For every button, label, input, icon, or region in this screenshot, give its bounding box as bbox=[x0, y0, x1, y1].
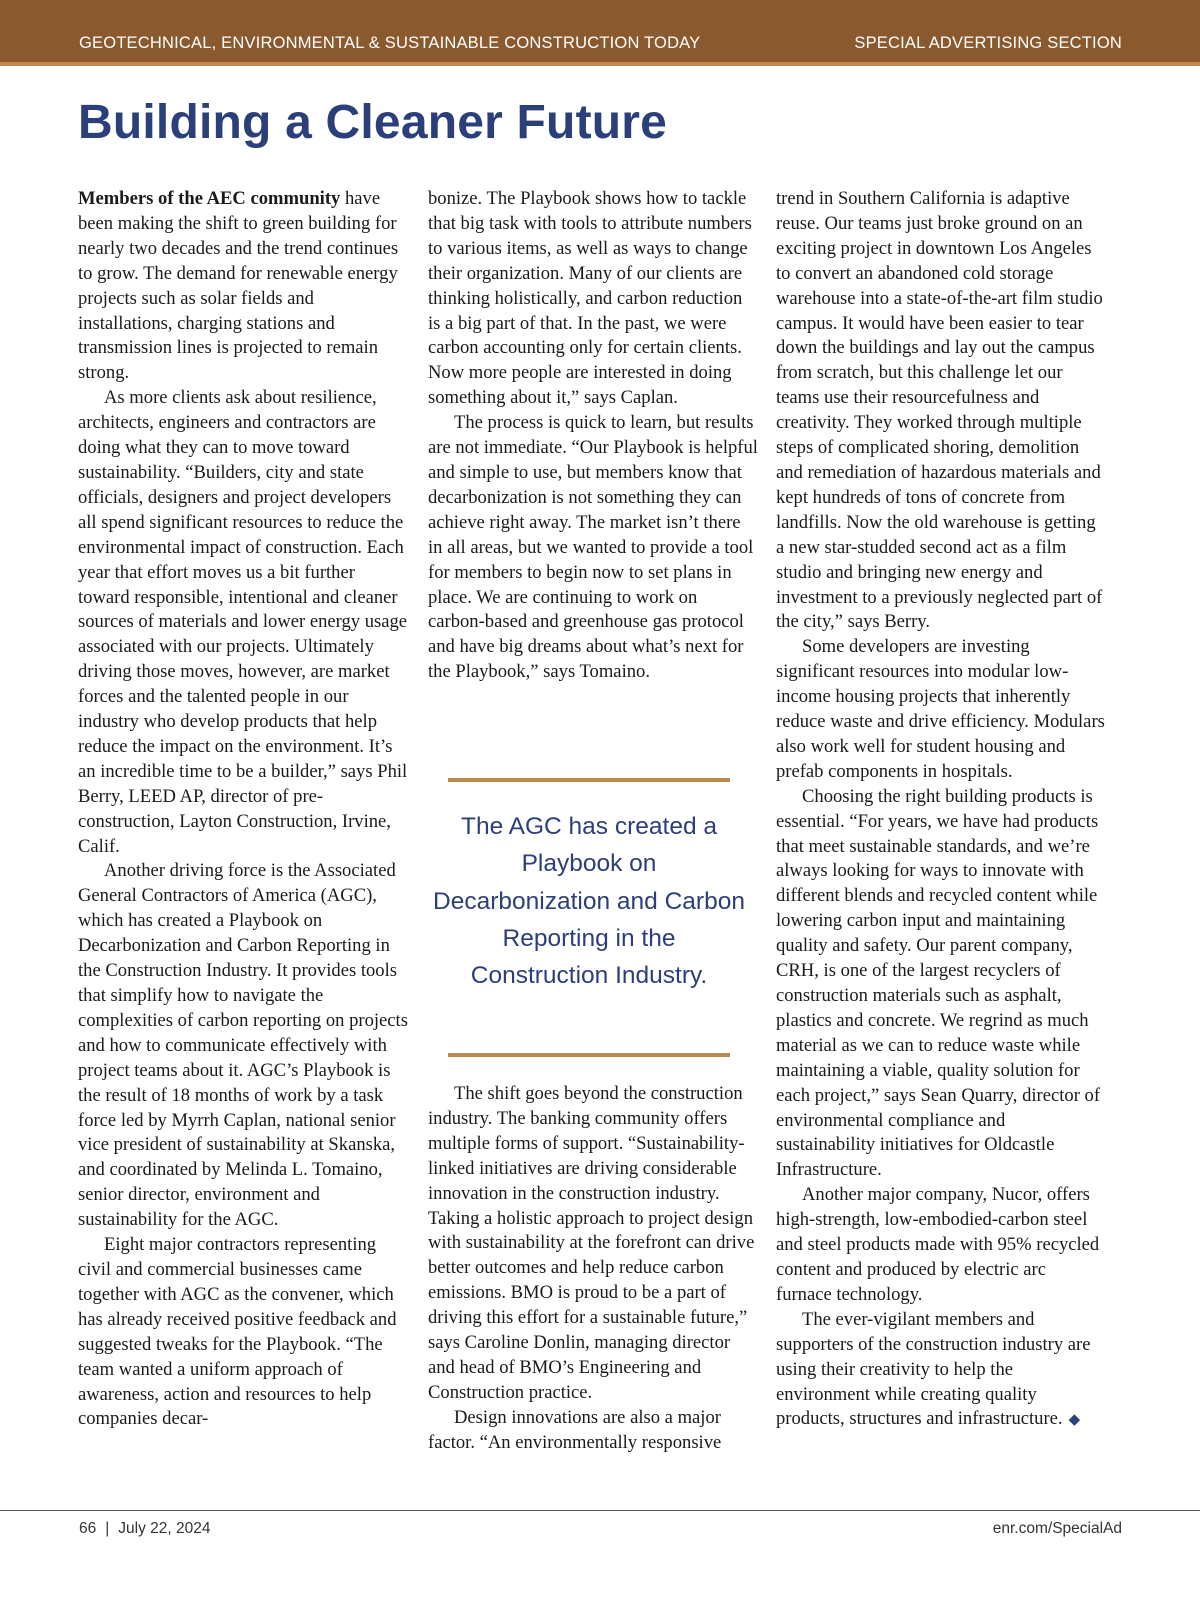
column-1 bbox=[78, 187, 410, 1432]
pull-quote-text: The AGC has created a Playbook on Decarbonization and Carbon Reporting in the Construction Industry. bbox=[433, 813, 745, 990]
paragraph-4-start: Eight major contractors representing civil and commercial businesses came together with AGC as the convener, which has already received positive feedback and suggested tweaks for the Playbook. “The team wanted a uniform approach of awareness, action and resources to help companies decar- bbox=[78, 1234, 397, 1430]
paragraph-7-continued: trend in Southern California is adaptive reuse. Our teams just broke ground on an exciting project in downtown Los Angeles to convert an abandoned cold storage warehouse into a state-of-the-art film studio campus. It would have been easier to tear down the buildings and lay out the campus from scratch, but this challenge let our teams use their resourcefulness and creativity. They worked through multiple steps of complicated shoring, demolition and remediation of hazardous materials and kept hundreds of tons of concrete from landfills. Now the old warehouse is getting a new star-studded second act as a film studio and bringing new energy and investment to a previously neglected part of the city,” says Berry. bbox=[776, 188, 1103, 633]
paragraph-5: The process is quick to learn, but results are not immediate. “Our Playbook is helpful and simple to use, but members know that decarbonization is not something they can achieve right away. The market isn’t there in all areas, but we wanted to provide a tool for members to begin now to set plans in place. We are continuing to work on carbon-based and greenhouse gas protocol and have big dreams about what’s next for the Playbook,” says Tomaino. bbox=[428, 412, 758, 683]
column-3 bbox=[776, 187, 1106, 1433]
page-number: 66 bbox=[79, 1520, 97, 1537]
footer-separator: | bbox=[105, 1520, 110, 1537]
header-band bbox=[0, 0, 1200, 66]
paragraph-1-text: have been making the shift to green building for nearly two decades and the trend continues to grow. The demand for renewable energy projects such as solar fields and installations, charging stations and transmission lines is projected to remain strong. bbox=[78, 188, 399, 384]
paragraph-2: As more clients ask about resilience, architects, engineers and contractors are doing what they can to move toward sustainability. “Builders, city and state officials, designers and project developers all spend significant resources to reduce the environmental impact of construction. Each year that effort moves us a bit further toward responsible, intentional and cleaner sources of materials and lower energy usage associated with our projects. Ultimately driving those moves, however, are market forces and the talented people in our industry who develop products that help reduce the impact on the environment. It’s an incredible time to be a builder,” says Phil Berry, LEED AP, director of pre-construction, Layton Construction, Irvine, Calif. bbox=[78, 387, 408, 857]
paragraph-7-start: Design innovations are also a major factor. “An environmentally responsive bbox=[428, 1406, 722, 1453]
paragraph-3: Another driving force is the Associated General Contractors of America (AGC), which has created a Playbook on Decarbonization and Carbon Reporting in the Construction Industry. It provides tools that simplify how to navigate the complexities of carbon reporting on projects and how to communicate effectively with project teams about it. AGC’s Playbook is the result of 18 months of work by a task force led by Myrrh Caplan, national senior vice president of sustainability at Skanska, and coordinated by Melinda L. Tomaino, senior director, environment and sustainability for the AGC. bbox=[78, 860, 408, 1231]
column-2-lower bbox=[428, 1082, 758, 1456]
end-diamond-icon: ◆ bbox=[1068, 1412, 1081, 1429]
lead-in: Members of the AEC community bbox=[78, 188, 341, 209]
paragraph-6: The shift goes beyond the construction industry. The banking community offers multiple forms of support. “Sustainability-linked initiatives are driving considerable innovation in the construction industry. Taking a holistic approach to project design with sustainability at the forefront can drive better outcomes and help reduce carbon emissions. BMO is proud to be a part of driving this effort for a sustainable future,” says Caroline Donlin, managing director and head of BMO’s Engineering and Construction practice. bbox=[428, 1083, 755, 1403]
column-2-upper bbox=[428, 187, 758, 685]
footer-url: enr.com/SpecialAd bbox=[992, 1520, 1122, 1537]
footer-rule bbox=[0, 1510, 1200, 1511]
pull-quote-bottom-rule bbox=[448, 1053, 730, 1057]
pull-quote-top-rule bbox=[448, 778, 730, 782]
section-label: SPECIAL ADVERTISING SECTION bbox=[854, 34, 1122, 52]
paragraph-11-text: The ever-vigilant members and supporters of the construction industry are using their creativity to help the environment while creating quality products, structures and infrastructure. bbox=[776, 1308, 1091, 1430]
paragraph-10: Another major company, Nucor, offers high-strength, low-embodied-carbon steel and steel products made with 95% recycled content and produced by electric arc furnace technology. bbox=[776, 1184, 1100, 1305]
paragraph-4-continued: bonize. The Playbook shows how to tackle that big task with tools to attribute numbers to various items, as well as ways to change their organization. Many of our clients are thinking holistically, and carbon reduction is a big part of that. In the past, we were carbon accounting only for certain clients. Now more people are interested in doing something about it,” says Caplan. bbox=[428, 188, 752, 409]
footer-left bbox=[79, 1520, 211, 1538]
paragraph-11 bbox=[776, 1308, 1106, 1434]
paragraph-8: Some developers are investing significant resources into modular low-income housing projects that inherently reduce waste and drive efficiency. Modulars also work well for student housing and prefab components in hospitals. bbox=[776, 636, 1105, 782]
paragraph-9: Choosing the right building products is essential. “For years, we have had products that meet sustainable standards, and we’re always looking for ways to innovate with different blends and recycled content while lowering carbon input and maintaining quality and safety. Our parent company, CRH, is one of the largest recyclers of construction materials such as asphalt, plastics and concrete. We regrind as much material as we can to reduce waste while maintaining a viable, quality solution for each project,” says Sean Quarry, director of environmental compliance and sustainability initiatives for Oldcastle Infrastructure. bbox=[776, 785, 1101, 1181]
pull-quote bbox=[433, 778, 745, 1058]
publication-name: GEOTECHNICAL, ENVIRONMENTAL & SUSTAINABLE CONSTRUCTION TODAY bbox=[79, 34, 701, 52]
issue-date: July 22, 2024 bbox=[118, 1520, 211, 1537]
article-title: Building a Cleaner Future bbox=[78, 96, 668, 149]
paragraph-1 bbox=[78, 187, 410, 386]
